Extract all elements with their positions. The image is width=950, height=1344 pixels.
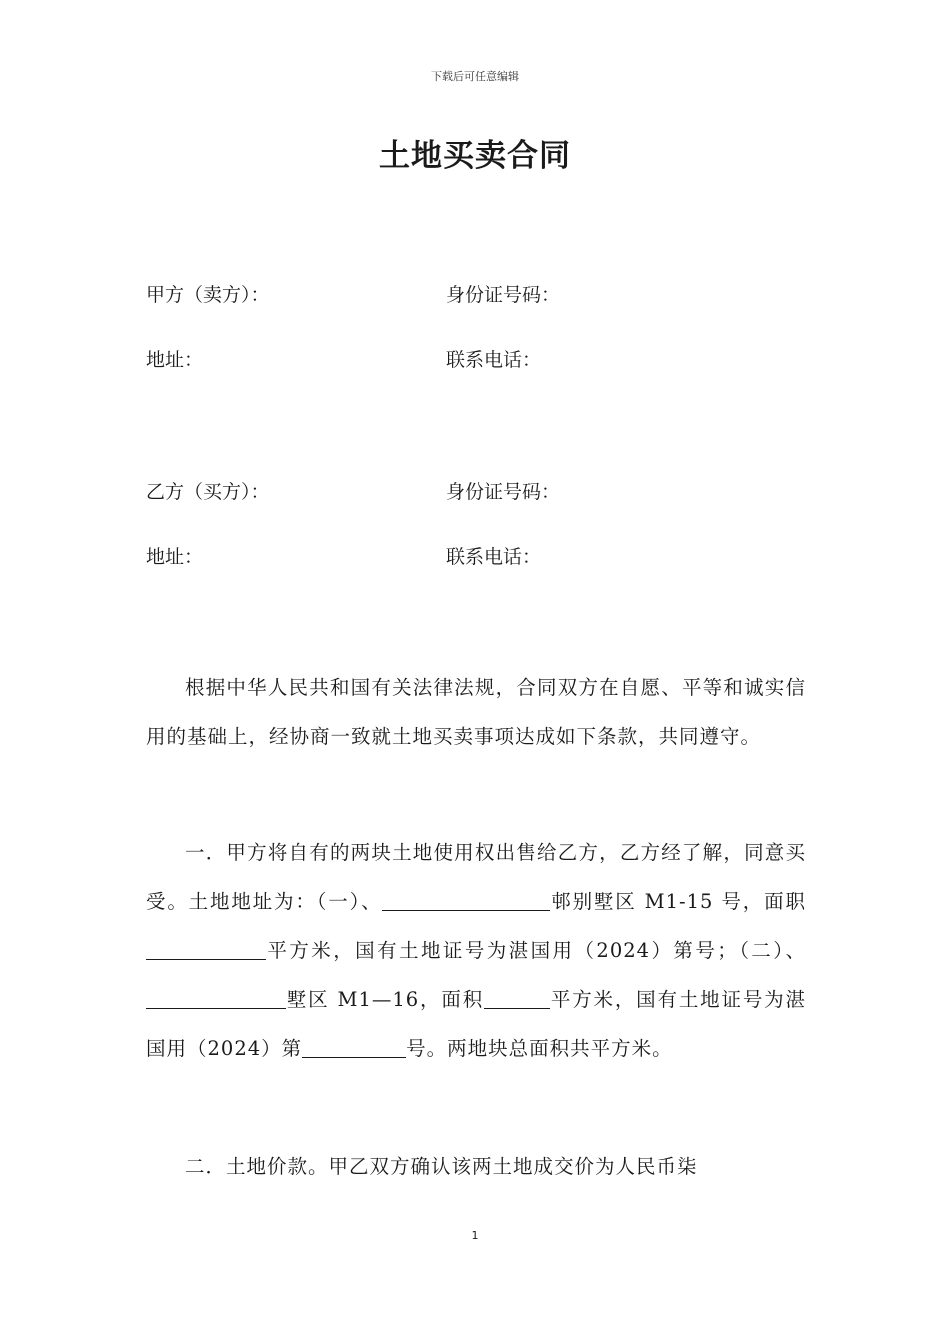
party-b-address-label: 地址： [146, 546, 204, 568]
party-a-address-label: 地址： [146, 349, 204, 371]
party-b-id-label: 身份证号码： [446, 481, 561, 503]
party-b-phone-label: 联系电话： [446, 546, 542, 568]
party-a-phone-label: 联系电话： [446, 349, 542, 371]
header-note: 下载后可任意编辑 [431, 70, 519, 83]
fill-blank-certificate-number[interactable] [302, 1035, 406, 1058]
clause-1-text-b: 邨别墅区 M1-15 号，面职 [550, 890, 806, 913]
clause-1-text-c: 平方米，国有土地证号为湛国用（2024）第号；（二）、 [266, 939, 806, 962]
fill-blank-location-2[interactable] [146, 986, 286, 1009]
fill-blank-location-1[interactable] [382, 888, 550, 911]
party-a-seller-label: 甲方（卖方）： [146, 284, 270, 306]
page-number: 1 [471, 1229, 479, 1242]
clause-1-text-d: 墅区 M1—16，面积 [286, 988, 485, 1011]
clause-1-text-a: 一．甲方将自有的两块土地使用权出售给乙方，乙方经了解，同意买受。土地地址为：（一）、 [146, 841, 806, 913]
clause-2-paragraph: 二．土地价款。甲乙双方确认该两土地成交价为人民币柒 [185, 1155, 698, 1178]
document-title: 土地买卖合同 [379, 138, 571, 174]
clause-1-text-f: 号。两地块总面积共平方米。 [406, 1037, 673, 1060]
fill-blank-area-1[interactable] [146, 937, 266, 960]
preamble-paragraph: 根据中华人民共和国有关法律法规，合同双方在自愿、平等和诚实信用的基础上，经协商一致就土地买卖事项达成如下条款，共同遵守。 [146, 676, 806, 748]
party-a-id-label: 身份证号码： [446, 284, 561, 306]
clause-1-text-e: 平方米，国有土地证号为湛国用（2024）第 [146, 988, 806, 1060]
clause-1-paragraph [146, 828, 806, 1073]
party-b-buyer-label: 乙方（买方）： [146, 481, 270, 503]
fill-blank-area-2[interactable] [484, 986, 550, 1009]
